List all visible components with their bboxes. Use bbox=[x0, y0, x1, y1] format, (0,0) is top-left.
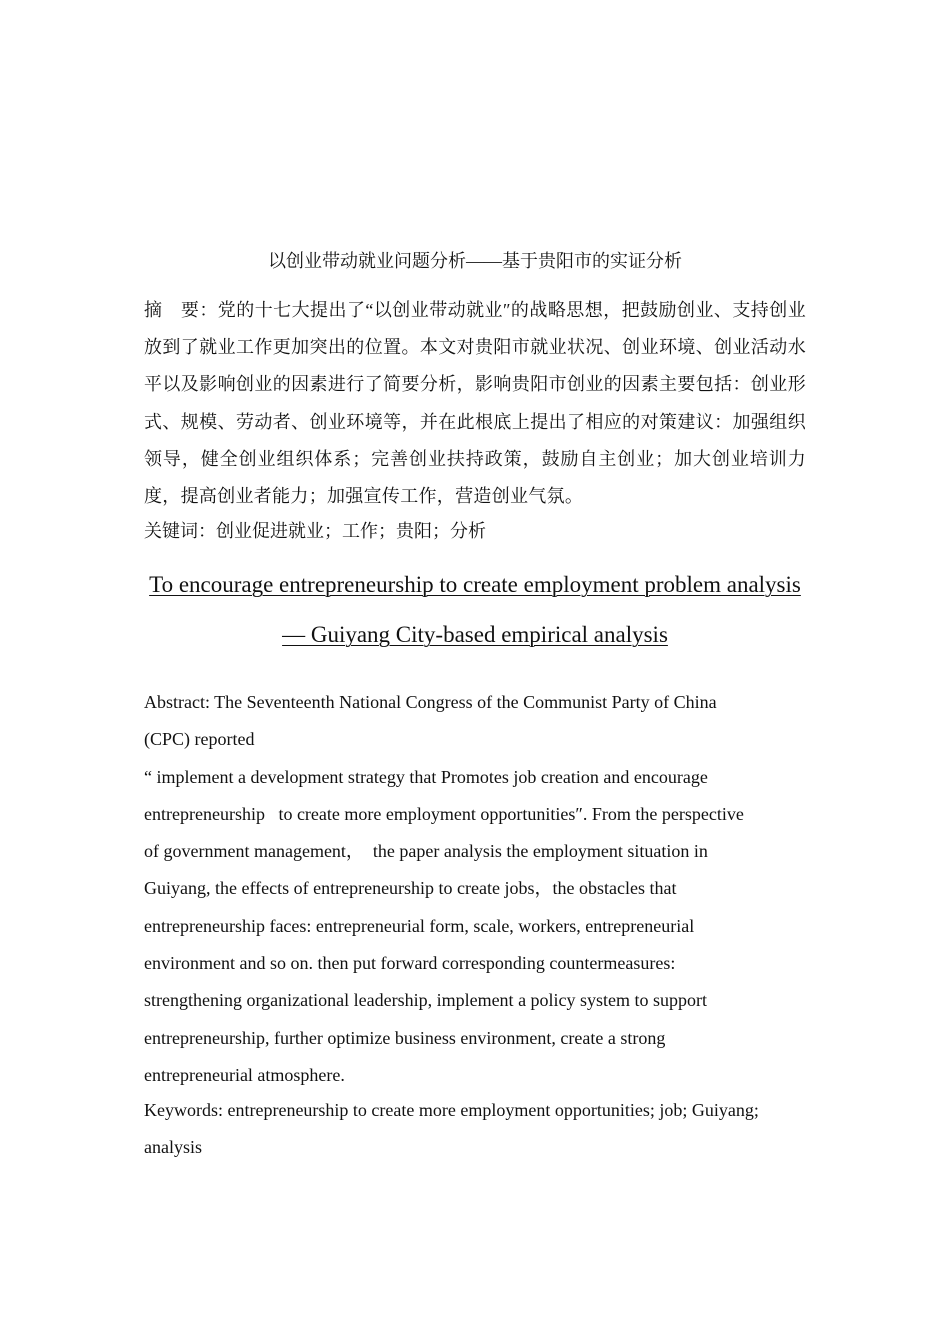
english-keywords-line: Keywords: entrepreneurship to create more employment opportunities; job; Guiyang; bbox=[144, 1100, 759, 1120]
english-abstract-line: “ implement a development strategy that Promotes job creation and encourage bbox=[144, 766, 708, 787]
chinese-abstract: 摘 要：党的十七大提出了“以创业带动就业″的战略思想，把鼓励创业、支持创业放到了就业工作更加突出的位置。本文对贵阳市就业状况、创业环境、创业活动水平以及影响创业的因素进行了简要分析，影响贵阳市创业的因素主要包括：创业形式、规模、劳动者、创业环境等，并在此根底上提出了相应的对策建议：加强组织领导，健全创业组织体系；完善创业扶持政策，鼓励自主创业；加大创业培训力度，提高创业者能力；加强宣传工作，营造创业气氛。 bbox=[144, 300, 806, 507]
english-abstract-line: of government management， the paper analysis the employment situation in bbox=[144, 841, 708, 862]
english-abstract-line: Abstract: The Seventeenth National Congress of the Communist Party of China bbox=[144, 692, 717, 712]
english-abstract-line: strengthening organizational leadership, implement a policy system to support bbox=[144, 990, 708, 1011]
english-abstract-line: entrepreneurial atmosphere. bbox=[144, 1064, 345, 1085]
english-abstract-line: environment and so on. then put forward corresponding countermeasures: bbox=[144, 953, 676, 974]
english-abstract-line: entrepreneurship faces: entrepreneurial form, scale, workers, entrepreneurial bbox=[144, 915, 695, 936]
english-abstract-line: entrepreneurship to create more employment opportunities″. From the perspective bbox=[144, 803, 744, 824]
english-title: To encourage entrepreneurship to create employment problem analysis— Guiyang City-based empirical analysis bbox=[149, 572, 801, 647]
chinese-title: 以创业带动就业问题分析——基于贵阳市的实证分析 bbox=[268, 251, 682, 271]
english-abstract bbox=[144, 684, 806, 1094]
english-keywords bbox=[144, 1092, 806, 1166]
english-keywords-line: analysis bbox=[144, 1137, 202, 1157]
english-abstract-line: entrepreneurship, further optimize business environment, create a strong bbox=[144, 1027, 666, 1048]
english-abstract-line: (CPC) reported bbox=[144, 729, 255, 750]
english-abstract-line: Guiyang, the effects of entrepreneurship to create jobs，the obstacles that bbox=[144, 878, 677, 899]
chinese-keywords: 关键词：创业促进就业；工作；贵阳；分析 bbox=[144, 521, 486, 541]
